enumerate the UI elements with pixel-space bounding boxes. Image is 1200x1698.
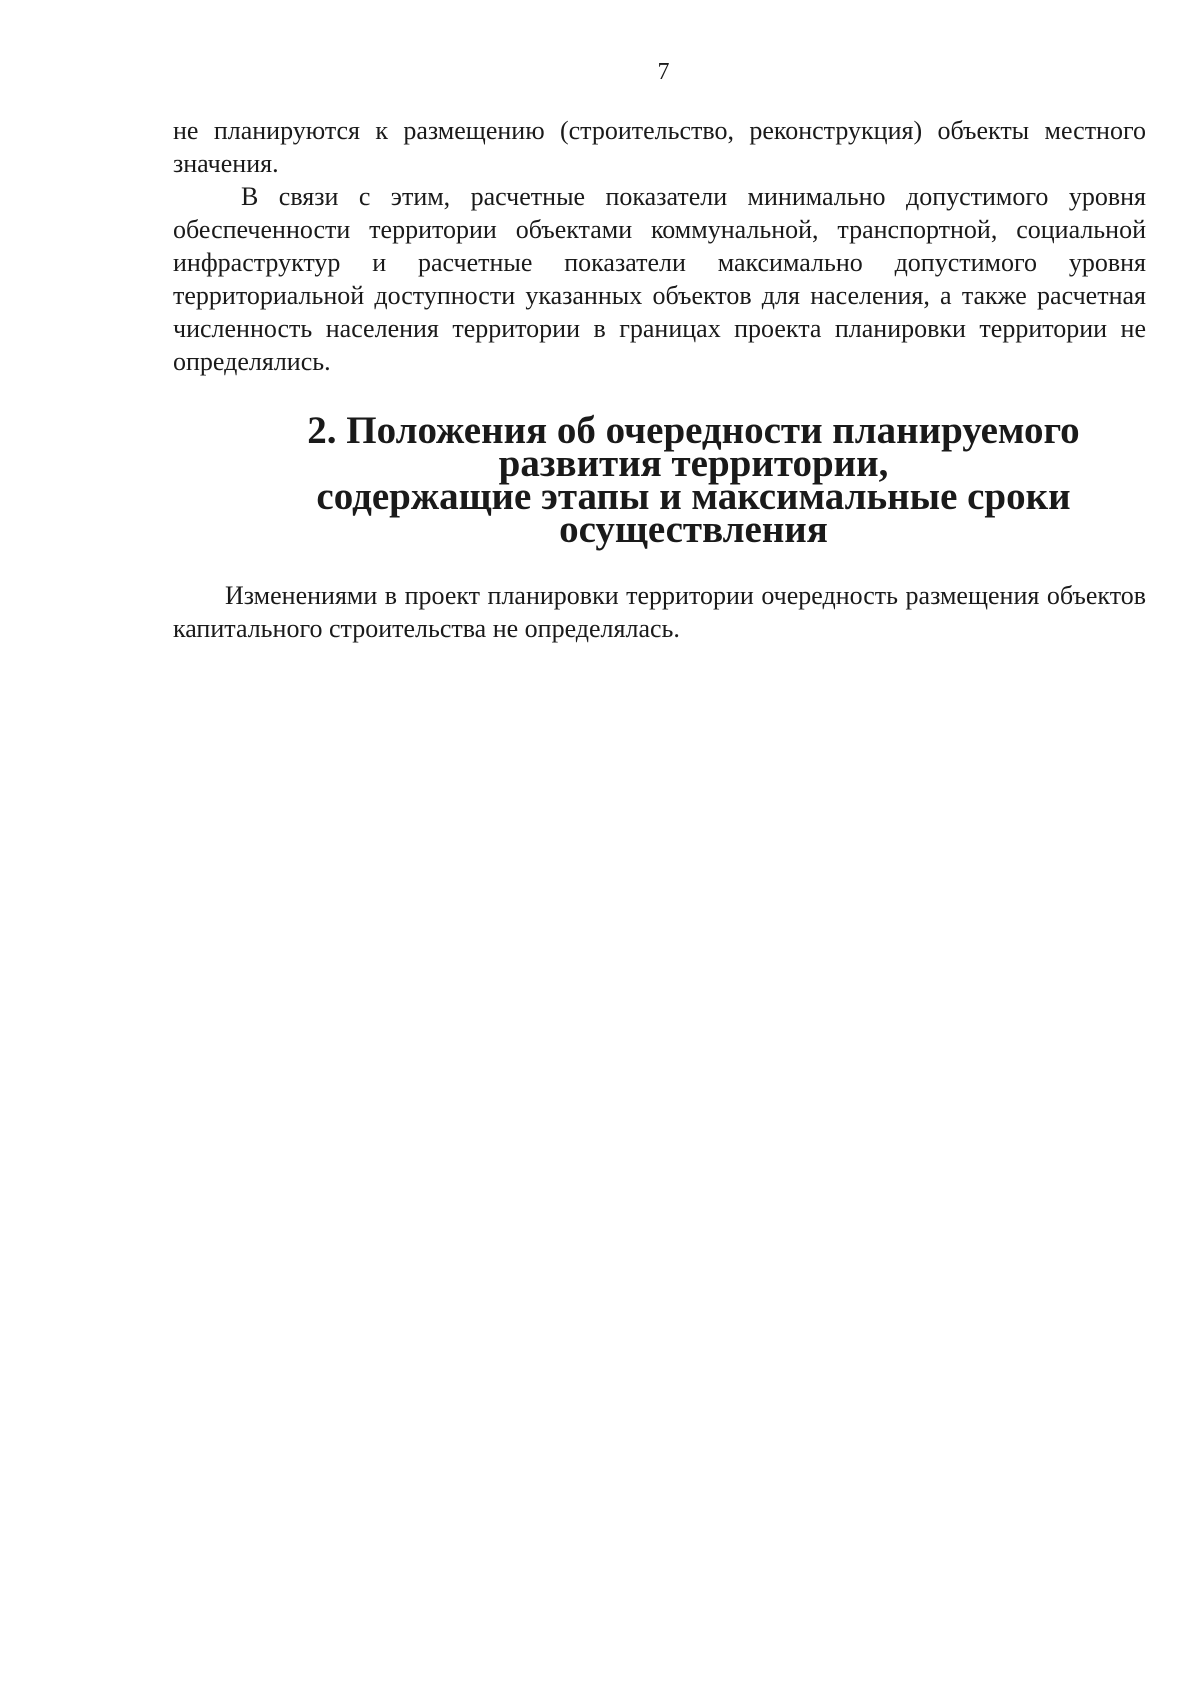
- section-heading-line-2: содержащие этапы и максимальные сроки осуществления: [316, 475, 1071, 551]
- section-heading: [173, 409, 1146, 551]
- page-number: 7: [657, 59, 670, 85]
- paragraph-sequencing: Изменениями в проект планировки территории очередность размещения объектов капитального строительства не определялась.: [173, 581, 1146, 643]
- paragraph-indicators: В связи с этим, расчетные показатели минимально допустимого уровня обеспеченности территории объектами коммунальной, транспортной, социальной инфраструктур и расчетные показатели максимально допустимого уровня территориальной доступности указанных объектов для населения, а также расчетная численность населения территории в границах проекта планировки территории не определялись.: [173, 182, 1146, 376]
- section-heading-line-1: 2. Положения об очередности планируемого развития территории,: [307, 409, 1080, 485]
- paragraph-continuation: не планируются к размещению (строительство, реконструкция) объекты местного значения.: [173, 116, 1146, 178]
- document-body: [173, 114, 1146, 645]
